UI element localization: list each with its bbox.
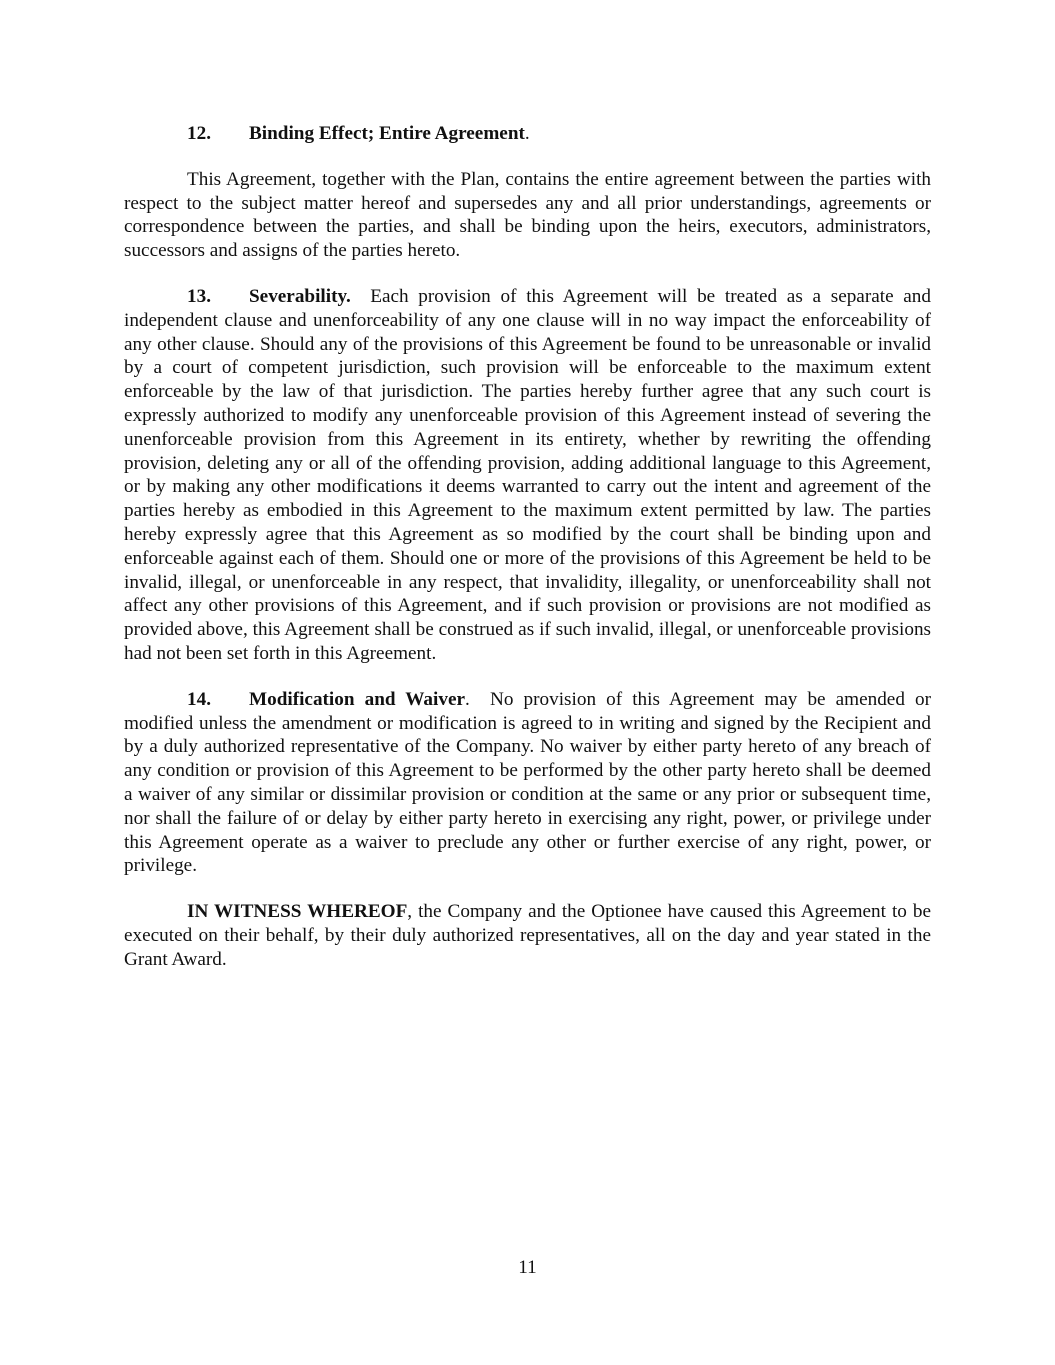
section-12-body: This Agreement, together with the Plan, contains the entire agreement between the parties with respect to the subject matter hereof and supersedes any and all prior understandings, agreements or correspondence between the parties, and shall be binding upon the heirs, executors, administrators, successors and assigns of the parties hereto.	[124, 168, 931, 262]
section-13-number: 13.	[187, 285, 211, 307]
section-12-title-punct: .	[524, 123, 530, 144]
section-12-title: Binding Effect; Entire Agreement	[249, 123, 525, 144]
section-12-number: 12.	[187, 123, 211, 144]
witness-lead: IN WITNESS WHEREOF	[187, 901, 408, 923]
section-14-title: Modification and Waiver	[249, 688, 465, 710]
document-page	[124, 122, 931, 994]
section-13-paragraph	[124, 285, 931, 666]
section-14-title-punct: .	[465, 688, 470, 710]
witness-paragraph	[124, 900, 931, 971]
section-12-heading	[124, 122, 931, 146]
witness-body: , the Company and the Optionee have caused this Agreement to be executed on their behalf, by their duly authorized representatives, all on the day and year stated in the Grant Award.	[124, 901, 931, 970]
section-13-title: Severability.	[249, 285, 351, 307]
page-number: 11	[518, 1257, 537, 1278]
section-14-body: No provision of this Agreement may be amended or modified unless the amendment or modification is agreed to in writing and signed by the Recipient and by a duly authorized representative of the Company. No waiver by either party hereto of any breach of any condition or provision of this Agreement to be performed by the other party hereto shall be deemed a waiver of any similar or dissimilar provision or condition at the same or any prior or subsequent time, nor shall the failure of or delay by either party hereto in exercising any right, power, or privilege under this Agreement operate as a waiver to preclude any other or further exercise of any right, power, or privilege.	[124, 688, 931, 877]
section-13-body: Each provision of this Agreement will be treated as a separate and independent clause and unenforceability of any one clause will in no way impact the enforceability of any other clause. Should any of the provisions of this Agreement be found to be unreasonable or invalid by a court of competent jurisdiction, such provision will be enforceable to the maximum extent enforceable by the law of that jurisdiction. The parties hereby further agree that any such court is expressly authorized to modify any unenforceable provision of this Agreement instead of severing the unenforceable provision from this Agreement in its entirety, whether by rewriting the offending provision, deleting any or all of the offending provision, adding additional language to this Agreement, or by making any other modifications it deems warranted to carry out the intent and agreement of the parties hereby as embodied in this Agreement to the maximum extent permitted by law. The parties hereby expressly agree that this Agreement as so modified by the court shall be binding upon and enforceable against each of them. Should one or more of the provisions of this Agreement be held to be invalid, illegal, or unenforceable in any respect, that invalidity, illegality, or unenforceability shall not affect any other provisions of this Agreement, and if such provision or provisions are not modified as provided above, this Agreement shall be construed as if such invalid, illegal, or unenforceable provisions had not been set forth in this Agreement.	[124, 285, 931, 664]
section-14-paragraph	[124, 688, 931, 878]
section-14-number: 14.	[187, 688, 211, 710]
